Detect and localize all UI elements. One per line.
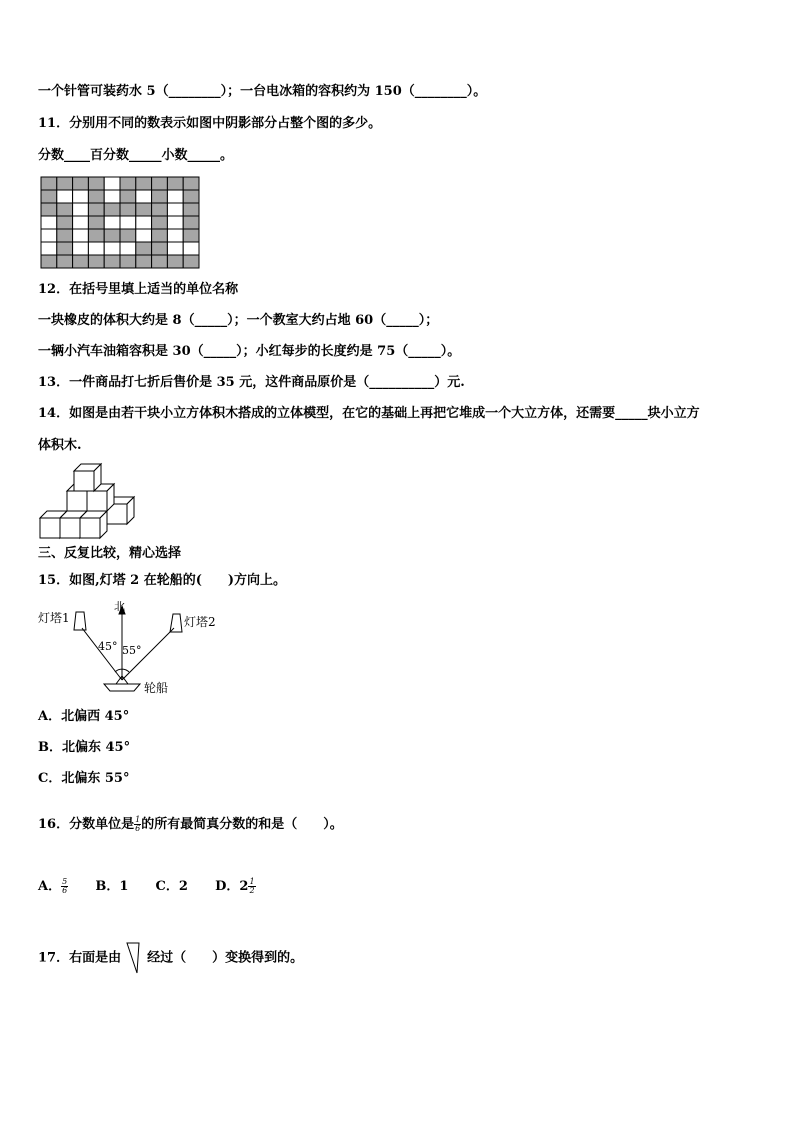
grid-cell	[73, 229, 89, 242]
grid-cell	[120, 242, 136, 255]
grid-cell-shaded	[183, 190, 199, 203]
grid-cell-shaded	[183, 216, 199, 229]
q16-option-c[interactable]: C．2	[155, 879, 188, 894]
grid-cell	[73, 190, 89, 203]
q16-option-b[interactable]: B．1	[95, 879, 129, 894]
grid-cell-shaded	[152, 177, 168, 190]
q12-title: 12．在括号里填上适当的单位名称	[38, 282, 239, 297]
q14-title-b: 体积木.	[38, 438, 82, 453]
q16-option-d-numerator: 1	[249, 877, 255, 886]
grid-cell	[104, 177, 120, 190]
grid-cell-shaded	[73, 177, 89, 190]
grid-cell-shaded	[57, 255, 73, 268]
compass-diagram	[36, 598, 236, 696]
q16-title	[38, 816, 343, 833]
q16-option-a-fraction	[61, 878, 68, 895]
grid-cell-shaded	[120, 229, 136, 242]
angle-right-label: 55°	[122, 644, 142, 657]
grid-cell-shaded	[120, 190, 136, 203]
grid-cell-shaded	[152, 203, 168, 216]
q11-title: 11．分别用不同的数表示如图中阴影部分占整个图的多少。	[38, 116, 382, 131]
grid-cell-shaded	[183, 229, 199, 242]
grid-cell	[136, 216, 152, 229]
north-label: 北	[114, 600, 125, 613]
q16-text-pre: 16．分数单位是	[38, 817, 135, 832]
tower2-label: 灯塔2	[184, 615, 216, 629]
grid-cell-shaded	[41, 203, 57, 216]
shaded-grid-figure	[40, 176, 200, 270]
grid-cell	[41, 216, 57, 229]
grid-cell-shaded	[167, 177, 183, 190]
q16-unit-numerator: 1	[135, 815, 141, 824]
grid-cell	[167, 190, 183, 203]
grid-cell-shaded	[136, 177, 152, 190]
grid-cell-shaded	[152, 216, 168, 229]
grid-cell	[104, 190, 120, 203]
q17-title	[38, 941, 303, 975]
grid-cell	[57, 190, 73, 203]
tower1-label: 灯塔1	[38, 611, 70, 625]
grid-cell-shaded	[152, 255, 168, 268]
q16-unit-denominator: 6	[135, 824, 141, 833]
grid-cell-shaded	[41, 177, 57, 190]
q14-title-a: 14．如图是由若干块小立方体积木搭成的立体模型，在它的基础上再把它堆成一个大立方体，还需要_____块小立方	[38, 406, 700, 421]
grid-cell	[88, 242, 104, 255]
grid-cell	[183, 242, 199, 255]
q16-option-a-denominator: 6	[62, 886, 68, 895]
grid-cell-shaded	[104, 203, 120, 216]
q16-option-d[interactable]	[215, 879, 255, 894]
grid-cell-shaded	[136, 255, 152, 268]
q16-option-a-label: A．	[38, 879, 62, 894]
grid-cell-shaded	[57, 216, 73, 229]
q16-text-post: 的所有最简真分数的和是（ ）。	[141, 817, 343, 832]
q13-title: 13．一件商品打七折后售价是 35 元，这件商品原价是（__________）元.	[38, 375, 465, 390]
q17-text-pre: 17．右面是由	[38, 950, 122, 966]
grid-cell-shaded	[136, 203, 152, 216]
grid-cell	[41, 242, 57, 255]
section-3-heading: 三、反复比较，精心选择	[38, 546, 182, 561]
grid-cell	[136, 190, 152, 203]
q15-title: 15．如图,灯塔 2 在轮船的( )方向上。	[38, 573, 287, 588]
q17-text-post: 经过（ ）变换得到的。	[147, 950, 304, 966]
angle-left-label: 45°	[98, 640, 118, 653]
grid-cell-shaded	[88, 216, 104, 229]
grid-cell	[104, 242, 120, 255]
q16-option-d-label: D．2	[215, 879, 249, 894]
grid-cell-shaded	[167, 255, 183, 268]
grid-cell-shaded	[57, 242, 73, 255]
grid-cell-shaded	[88, 177, 104, 190]
grid-cell	[73, 242, 89, 255]
q12-line-a: 一块橡皮的体积大约是 8（_____）；一个教室大约占地 60（_____）；	[38, 313, 439, 328]
q16-option-d-fraction	[248, 878, 255, 895]
grid-cell-shaded	[152, 242, 168, 255]
grid-cell	[73, 203, 89, 216]
grid-cell-shaded	[152, 190, 168, 203]
grid-cell-shaded	[136, 242, 152, 255]
grid-cell-shaded	[57, 229, 73, 242]
grid-cell	[167, 229, 183, 242]
q16-options	[38, 878, 256, 895]
q10-continuation: 一个针管可装药水 5（________）；一台电冰箱的容积约为 150（________）。	[38, 84, 487, 99]
q12-line-b: 一辆小汽车油箱容积是 30（_____）；小红每步的长度约是 75（_____）。	[38, 344, 461, 359]
grid-cell-shaded	[41, 190, 57, 203]
grid-cell-shaded	[120, 203, 136, 216]
grid-cell-shaded	[41, 255, 57, 268]
grid-cell	[167, 216, 183, 229]
triangle-figure	[125, 941, 143, 975]
q15-option-a[interactable]: A．北偏西 45°	[38, 709, 130, 724]
tower2-icon	[170, 614, 182, 632]
grid-cell-shaded	[120, 177, 136, 190]
q16-option-d-denominator: 2	[249, 886, 255, 895]
grid-cell-shaded	[88, 255, 104, 268]
grid-cell	[73, 216, 89, 229]
grid-cell-shaded	[104, 255, 120, 268]
cube-model-figure	[38, 462, 140, 542]
grid-cell-shaded	[183, 177, 199, 190]
grid-cell-shaded	[120, 255, 136, 268]
grid-cell	[41, 229, 57, 242]
tower1-icon	[74, 612, 86, 630]
grid-cell	[120, 216, 136, 229]
grid-cell	[136, 229, 152, 242]
grid-cell	[104, 216, 120, 229]
q16-option-a[interactable]	[38, 879, 68, 894]
grid-cell	[167, 242, 183, 255]
grid-cell-shaded	[88, 203, 104, 216]
grid-cell-shaded	[183, 203, 199, 216]
ship-icon	[104, 684, 140, 691]
grid-cell-shaded	[73, 255, 89, 268]
grid-cell-shaded	[88, 229, 104, 242]
ship-label: 轮船	[144, 681, 169, 695]
grid-cell-shaded	[104, 229, 120, 242]
q16-option-a-numerator: 5	[62, 877, 68, 886]
line-to-tower1	[82, 628, 122, 680]
grid-cell-shaded	[183, 255, 199, 268]
q15-option-b[interactable]: B．北偏东 45°	[38, 740, 131, 755]
q15-option-c[interactable]: C．北偏东 55°	[38, 771, 130, 786]
grid-cell-shaded	[57, 203, 73, 216]
grid-cell-shaded	[88, 190, 104, 203]
grid-cell-shaded	[152, 229, 168, 242]
q11-answer-blanks: 分数____百分数_____小数_____。	[38, 148, 234, 163]
grid-cell-shaded	[57, 177, 73, 190]
grid-cell	[167, 203, 183, 216]
